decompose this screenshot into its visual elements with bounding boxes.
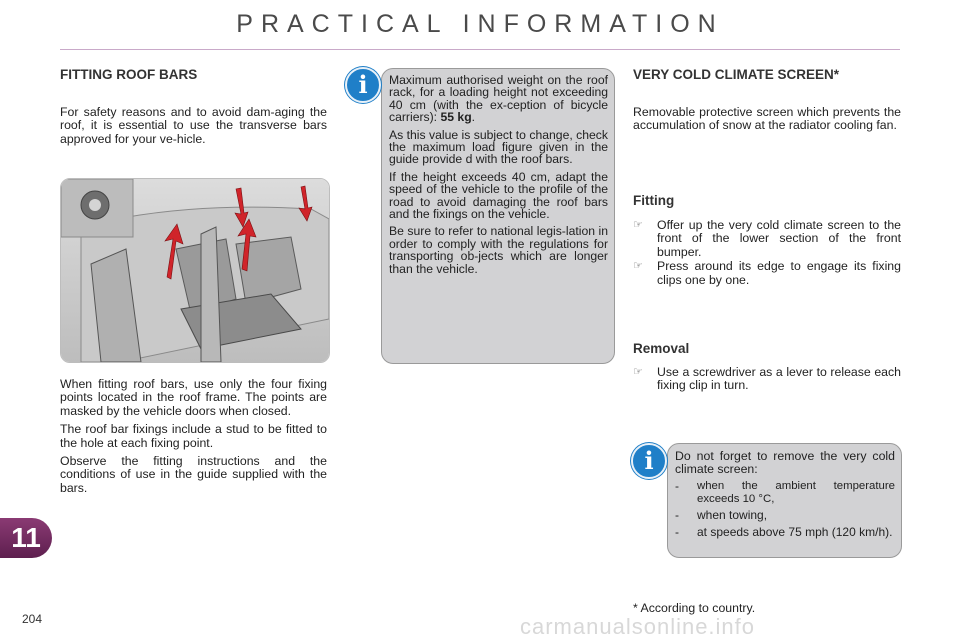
page-title: PRACTICAL INFORMATION [236,10,724,38]
roof-bars-illustration [60,178,330,363]
watermark: carmanualsonline.info [520,614,756,639]
list-item: - when the ambient temperature exceeds 10 °C, [675,479,895,505]
list-item [633,366,901,393]
roof-bars-paragraph: Observe the fitting instructions and the conditions of use in the guide supplied with the bars. [60,454,327,495]
list-item: - at speeds above 75 mph (120 km/h). [675,526,895,539]
roof-load-paragraph [389,74,608,124]
car-interior-drawing [61,179,329,362]
roof-bars-intro: For safety reasons and to avoid dam-aging the roof, it is essential to use the transverse bars approved for your ve-hicle. [60,105,327,146]
header-divider [60,49,900,50]
removal-step-text: Use a screwdriver as a lever to release each fixing clip in turn. [657,365,901,393]
section-heading-roof-bars: FITTING ROOF BARS [60,67,198,82]
info-icon: i [345,67,381,103]
max-load-value: 55 kg [440,110,472,125]
fitting-heading: Fitting [633,193,675,208]
pointing-hand-icon: ☞ [633,219,643,231]
chapter-tab: 11 [0,518,52,558]
list-item [633,260,901,287]
roof-load-info-box [381,68,615,364]
roof-bars-paragraph: When fitting roof bars, use only the four fixing points located in the roof frame. The points are masked by the vehicle doors when closed. [60,377,327,418]
list-item: - when towing, [675,509,895,522]
roof-load-paragraph: Be sure to refer to national legis-lation in order to comply with the regulations for transporting ob-jects which are longer than the vehicle. [389,224,608,276]
cold-screen-intro: Removable protective screen which prevents the accumulation of snow at the radiator cooling fan. [633,105,901,133]
fitting-steps [633,219,901,287]
cold-screen-info-box [667,443,902,558]
removal-steps [633,366,901,393]
info-icon: i [631,443,667,479]
fitting-step-text: Offer up the very cold climate screen to the front of the lower section of the front bumper. [657,218,901,259]
cold-screen-reminder: Do not forget to remove the very cold climate screen: [675,449,895,476]
pointing-hand-icon: ☞ [633,366,643,378]
fitting-step-text: Press around its edge to engage its fixing clips one by one. [657,259,901,287]
removal-heading: Removal [633,341,690,356]
roof-load-end: . [471,110,476,125]
footnote: * According to country. [633,601,756,615]
reminder-item: at speeds above 75 mph (120 km/h). [697,524,893,539]
page-number: 204 [22,612,43,626]
list-item [633,219,901,259]
pointing-hand-icon: ☞ [633,260,643,273]
roof-bars-paragraph: The roof bar fixings include a stud to be fitted to the hole at each fixing point. [60,422,327,450]
roof-bars-body [60,378,327,495]
roof-load-paragraph: As this value is subject to change, check the maximum load figure given in the guide provide d with the roof bars. [389,127,608,167]
roof-load-text: Maximum authorised weight on the roof rack, for a loading height not exceeding 40 cm (with the ex-ception of bicycle carriers): [389,73,608,125]
roof-load-paragraph: If the height exceeds 40 cm, adapt the speed of the vehicle to the profile of the road to avoid damaging the roof bars and the fixings on the vehicle. [389,169,608,222]
section-heading-cold-screen: VERY COLD CLIMATE SCREEN* [633,67,840,82]
reminder-item: when the ambient temperature exceeds 10 °C, [697,480,895,505]
reminder-item: when towing, [697,508,768,523]
